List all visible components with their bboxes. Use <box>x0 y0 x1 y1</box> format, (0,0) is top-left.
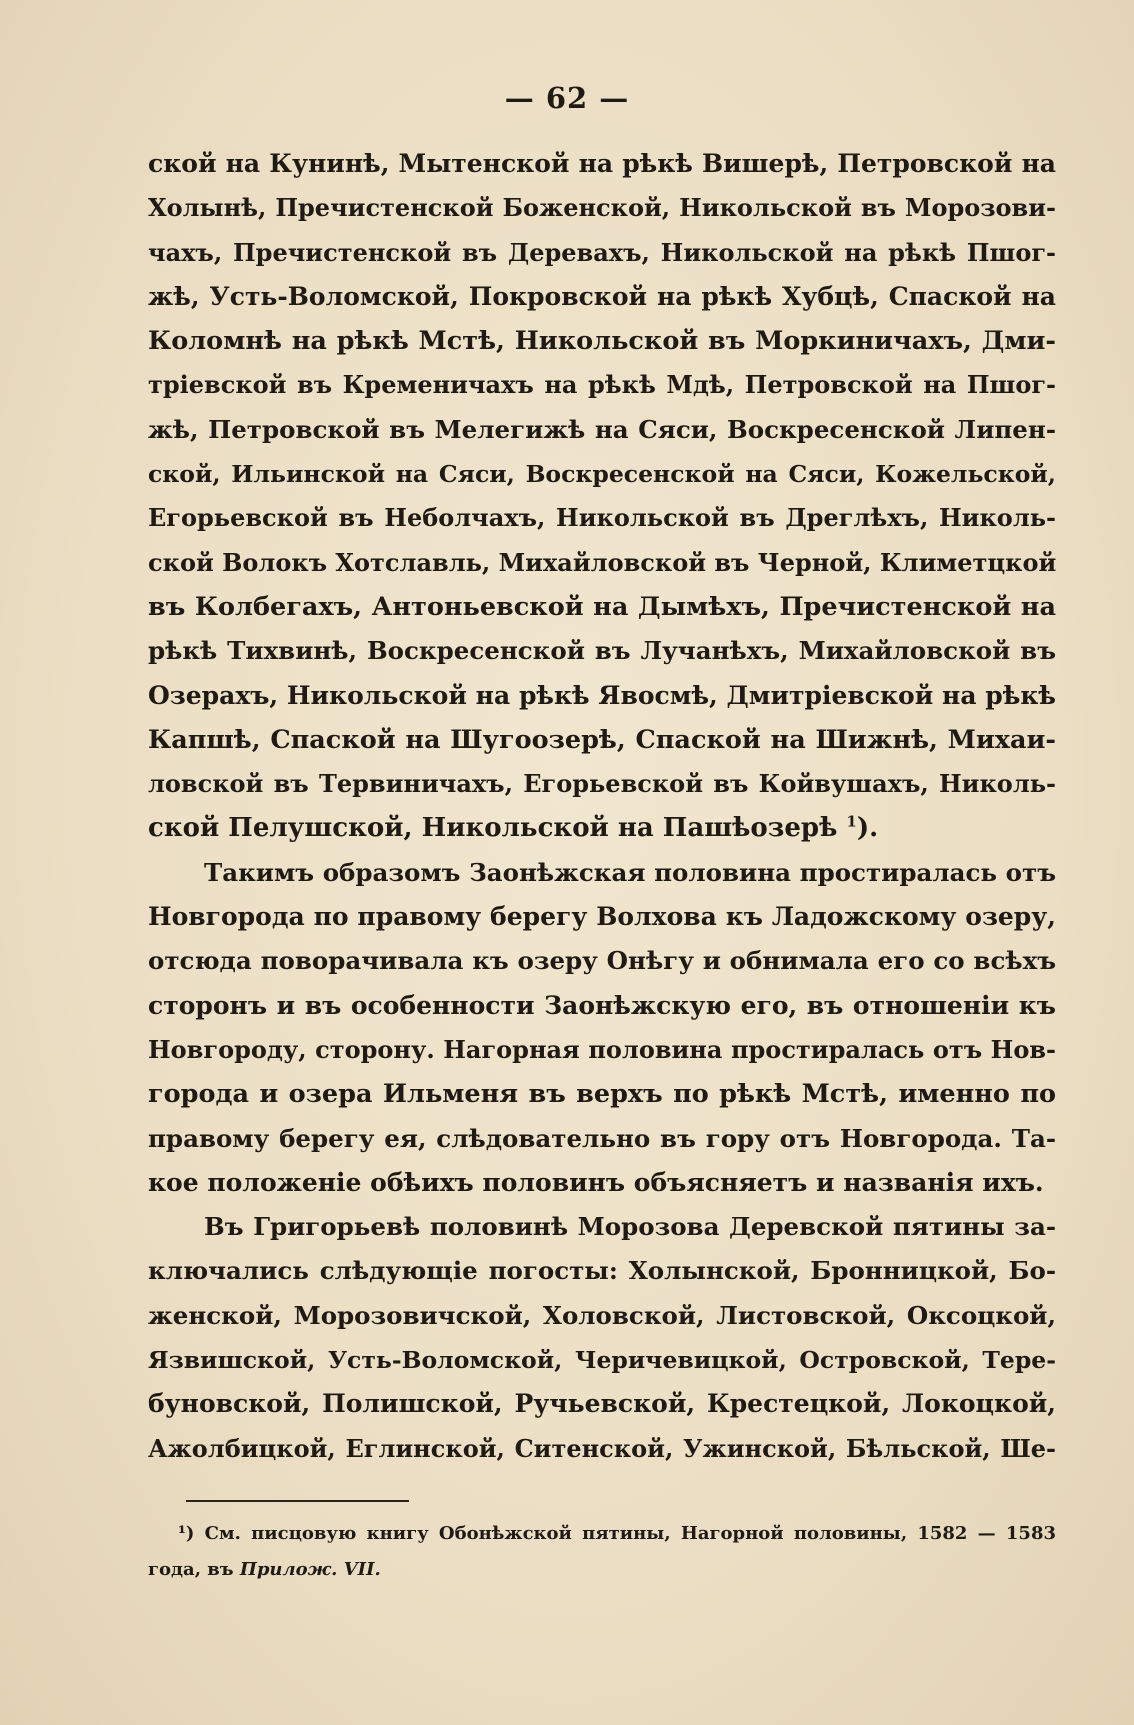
footnote-line: ¹) См. писцовую книгу Обонѣжской пятины, Нагорной половины, 1582 — 1583 <box>178 1523 1056 1544</box>
footnote-ref-close: ). <box>856 813 879 844</box>
text-line: сторонъ и въ особенности Заонѣжскую его, въ отношеніи къ <box>148 990 1056 1020</box>
text-line: Озерахъ, Никольской на рѣкѣ Явосмѣ, Дмитріевской на рѣкѣ <box>148 680 1056 710</box>
text-line: жѣ, Петровской въ Мелегижѣ на Сяси, Воскресенской Липен- <box>148 414 1056 444</box>
text-line: города и озера Ильменя въ верхъ по рѣкѣ Мстѣ, именно по <box>148 1079 1056 1110</box>
main-text <box>148 142 1056 1471</box>
paragraph-start-line: Такимъ образомъ Заонѣжская половина простиралась отъ <box>204 857 1056 887</box>
text-line: буновской, Полишской, Ручьевской, Крестецкой, Локоцкой, <box>148 1389 1056 1419</box>
footnote-divider <box>186 1500 409 1502</box>
text-line: въ Колбегахъ, Антоньевской на Дымѣхъ, Пречистенской на <box>148 591 1056 622</box>
text-line: Капшѣ, Спаской на Шугоозерѣ, Спаской на Шижнѣ, Михаи- <box>148 724 1056 755</box>
text-line-content: ской Пелушской, Никольской на Пашѣозерѣ <box>148 813 838 844</box>
paragraph-end-line: кое положеніе обѣихъ половинъ объясняетъ и названія ихъ. <box>148 1167 1044 1197</box>
text-line: отсюда поворачивала къ озеру Онѣгу и обнимала его со всѣхъ <box>148 946 1056 976</box>
text-line: жѣ, Усть-Воломской, Покровской на рѣкѣ Хубцѣ, Спаской на <box>148 281 1056 311</box>
text-line: Егорьевской въ Неболчахъ, Никольской въ Дреглѣхъ, Николь- <box>148 503 1056 533</box>
text-line: тріевской въ Кременичахъ на рѣкѣ Мдѣ, Петровской на Пшог- <box>148 370 1056 400</box>
footnote-reference: Прилож. VII. <box>239 1559 381 1580</box>
text-line-with-footnote-ref <box>148 806 1056 850</box>
text-line: ловской въ Тервиничахъ, Егорьевской въ Койвушахъ, Николь- <box>148 769 1056 799</box>
page-number: — 62 — <box>504 81 630 115</box>
text-line: ключались слѣдующіе погосты: Холынской, Бронницкой, Бо- <box>148 1256 1056 1286</box>
text-line: Холынѣ, Пречистенской Боженской, Никольской въ Морозови- <box>148 193 1056 223</box>
footnote <box>148 1516 1056 1588</box>
text-line: женской, Морозовичской, Холовской, Листовской, Оксоцкой, <box>148 1300 1056 1330</box>
text-line: Ажолбицкой, Еглинской, Ситенской, Ужинской, Бѣльской, Ше- <box>148 1433 1056 1463</box>
text-line: ской на Кунинѣ, Мытенской на рѣкѣ Вишерѣ, Петровской на <box>148 149 1056 178</box>
text-line: Новгороду, сторону. Нагорная половина простиралась отъ Нов- <box>148 1034 1056 1064</box>
footnote-text: года, въ <box>148 1559 240 1580</box>
text-line: правому берегу ея, слѣдовательно въ гору отъ Новгорода. Та- <box>148 1123 1056 1153</box>
text-line: Новгорода по правому берегу Волхова къ Ладожскому озеру, <box>148 902 1056 932</box>
text-line: Язвишской, Усть-Воломской, Черичевицкой, Островской, Тере- <box>148 1346 1056 1375</box>
text-line: рѣкѣ Тихвинѣ, Воскресенской въ Лучанѣхъ, Михайловской въ <box>148 636 1056 666</box>
text-line: Коломнѣ на рѣкѣ Мстѣ, Никольской въ Моркиничахъ, Дми- <box>148 326 1056 357</box>
text-line: ской, Ильинской на Сяси, Воскресенской на Сяси, Кожельской, <box>148 460 1056 489</box>
footnote-line <box>148 1552 1056 1588</box>
text-line: ской Волокъ Хотславль, Михайловской въ Черной, Климетцкой <box>148 547 1057 577</box>
text-line: чахъ, Пречистенской въ Деревахъ, Никольской на рѣкѣ Пшог- <box>148 237 1056 267</box>
paragraph-start-line: Въ Григорьевѣ половинѣ Морозова Деревской пятины за- <box>204 1212 1056 1242</box>
footnote-marker: 1 <box>846 812 857 831</box>
